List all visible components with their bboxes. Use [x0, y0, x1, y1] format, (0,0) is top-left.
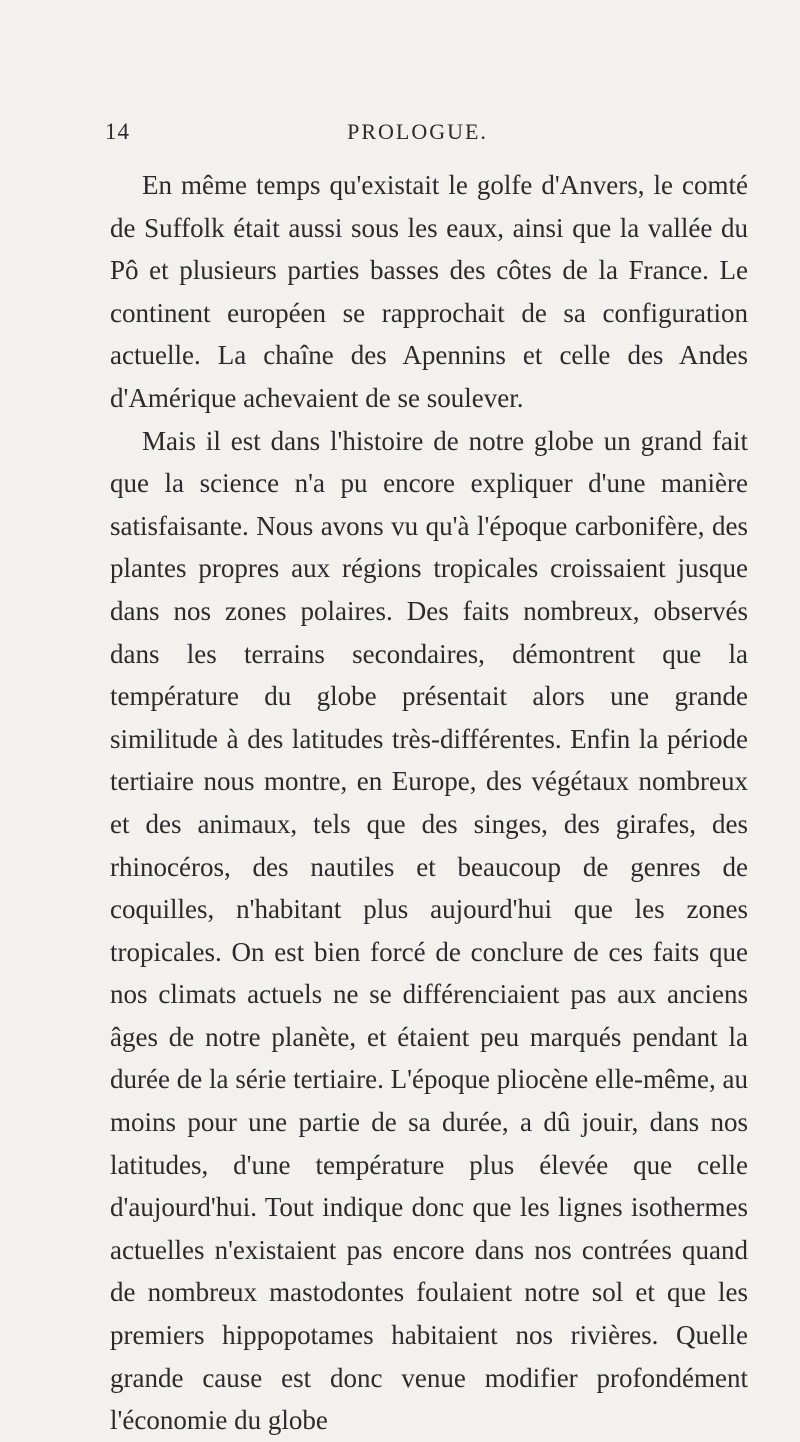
paragraph: Mais il est dans l'histoire de notre globe un grand fait que la science n'a pu encore expliquer d'une manière satisfaisante. Nous avons vu qu'à l'époque carbonifère, des plantes propres aux régions tropicales croissaient jusque dans nos zones polaires. Des faits nombreux, observés dans les terrains secondaires, démontrent que la température du globe présentait alors une grande similitude à des latitudes très-différentes. Enfin la période tertiaire nous montre, en Europe, des végétaux nombreux et des animaux, tels que des singes, des girafes, des rhinocéros, des nautiles et beaucoup de genres de coquilles, n'habitant plus aujourd'hui que les zones tropicales. On est bien forcé de conclure de ces faits que nos climats actuels ne se différenciaient pas aux anciens âges de notre planète, et étaient peu marqués pendant la durée de la série tertiaire. L'époque pliocène elle-même, au moins pour une partie de sa durée, a dû jouir, dans nos latitudes, d'une température plus élevée que celle d'aujourd'hui. Tout indique donc que les lignes isothermes actuelles n'existaient pas encore dans nos contrées quand de nombreux mastodontes foulaient notre sol et que les premiers hippopotames habitaient nos rivières. Quelle grande cause est donc venue modifier profondément l'économie du globe	[110, 425, 748, 1436]
page-header	[95, 114, 740, 150]
paragraph: En même temps qu'existait le golfe d'Anvers, le comté de Suffolk était aussi sous les eaux, ainsi que la vallée du Pô et plusieurs parties basses des côtes de la France. Le continent européen se rapprochait de sa configuration actuelle. La chaîne des Apennins et celle des Andes d'Amérique achevaient de se soulever.	[110, 170, 748, 413]
body-text	[110, 164, 748, 1442]
running-head: PROLOGUE.	[347, 119, 488, 144]
page-number: 14	[105, 119, 130, 144]
